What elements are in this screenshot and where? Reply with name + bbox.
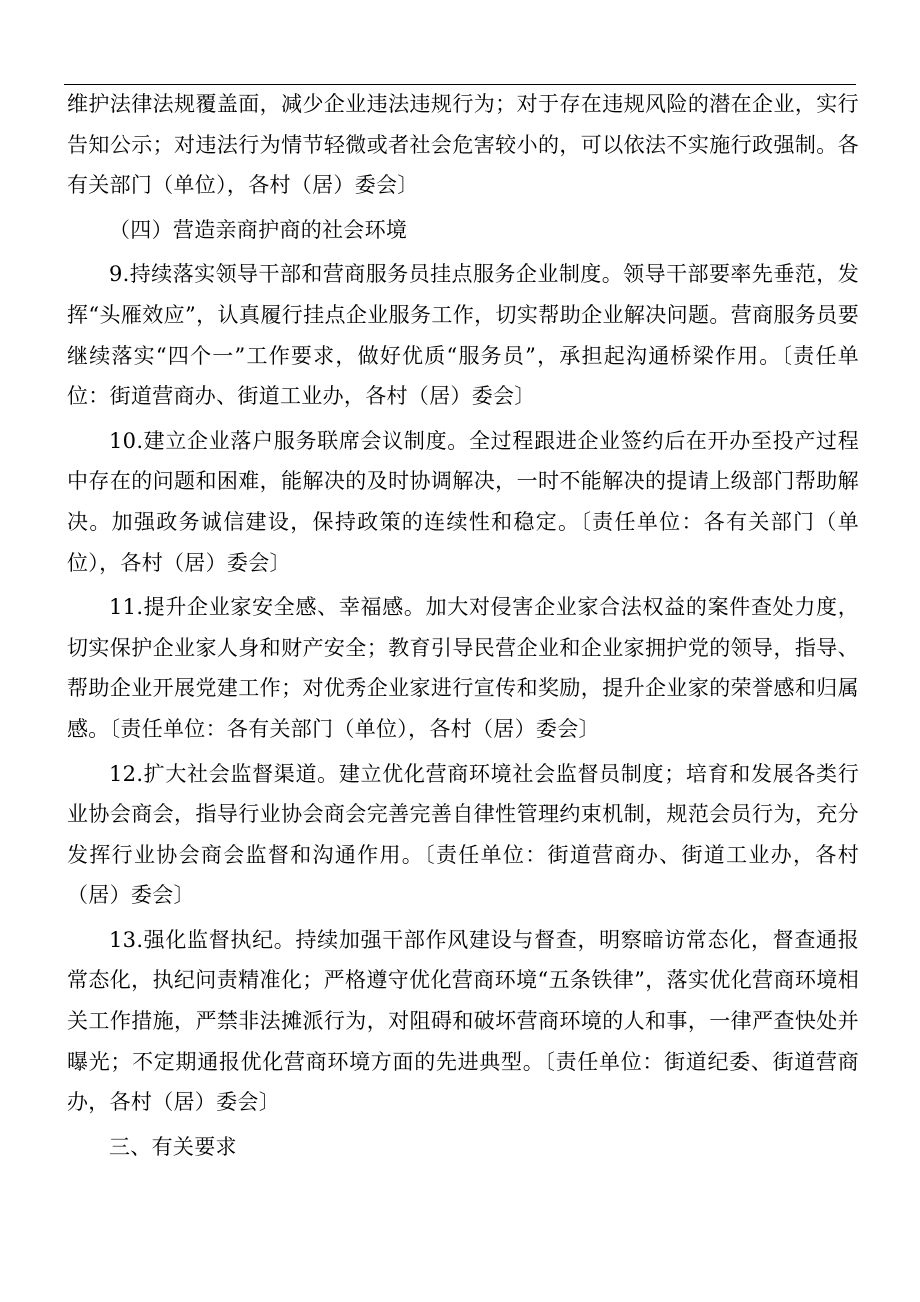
paragraph-item-10: 10.建立企业落户服务联席会议制度。全过程跟进企业签约后在开办至投产过程中存在的问题和困难，能解决的及时协调解决，一时不能解决的提请上级部门帮助解决。加强政务诚信建设，保持政策的连续性和稳定。〔责任单位：各有关部门（单位），各村（居）委会〕 — [67, 428, 859, 575]
paragraph-item-9: 9.持续落实领导干部和营商服务员挂点服务企业制度。领导干部要率先垂范，发挥“头雁效应”，认真履行挂点企业服务工作，切实帮助企业解决问题。营商服务员要继续落实“四个一”工作要求，做好优质“服务员”，承担起沟通桥梁作用。〔责任单位：街道营商办、街道工业办，各村（居）委会〕 — [67, 262, 859, 409]
document-body — [67, 84, 859, 1167]
paragraph-continued: 维护法律法规覆盖面，减少企业违法违规行为；对于存在违规风险的潜在企业，实行告知公示；对违法行为情节轻微或者社会危害较小的，可以依法不实施行政强制。各有关部门（单位），各村（居）委会〕 — [67, 92, 859, 198]
paragraph-item-12: 12.扩大社会监督渠道。建立优化营商环境社会监督员制度；培育和发展各类行业协会商会，指导行业协会商会完善完善自律性管理约束机制，规范会员行为，充分发挥行业协会商会监督和沟通作用。〔责任单位：街道营商办、街道工业办，各村（居）委会〕 — [67, 761, 859, 908]
paragraph-item-13: 13.强化监督执纪。持续加强干部作风建设与督查，明察暗访常态化，督查通报常态化，执纪问责精准化；严格遵守优化营商环境“五条铁律”，落实优化营商环境相关工作措施，严禁非法摊派行为，对阻碍和破坏营商环境的人和事，一律严查快处并曝光；不定期通报优化营商环境方面的先进典型。〔责任单位：街道纪委、街道营商办，各村（居）委会〕 — [67, 927, 859, 1115]
paragraph-item-11: 11.提升企业家安全感、幸福感。加大对侵害企业家合法权益的案件查处力度，切实保护企业家人身和财产安全；教育引导民营企业和企业家拥护党的领导，指导、帮助企业开展党建工作；对优秀企业家进行宣传和奖励，提升企业家的荣誉感和归属感。〔责任单位：各有关部门（单位），各村（居）委会〕 — [67, 595, 859, 741]
section-heading-3: 三、有关要求 — [109, 1134, 237, 1159]
section-heading-4: （四）营造亲商护商的社会环境 — [109, 217, 408, 242]
